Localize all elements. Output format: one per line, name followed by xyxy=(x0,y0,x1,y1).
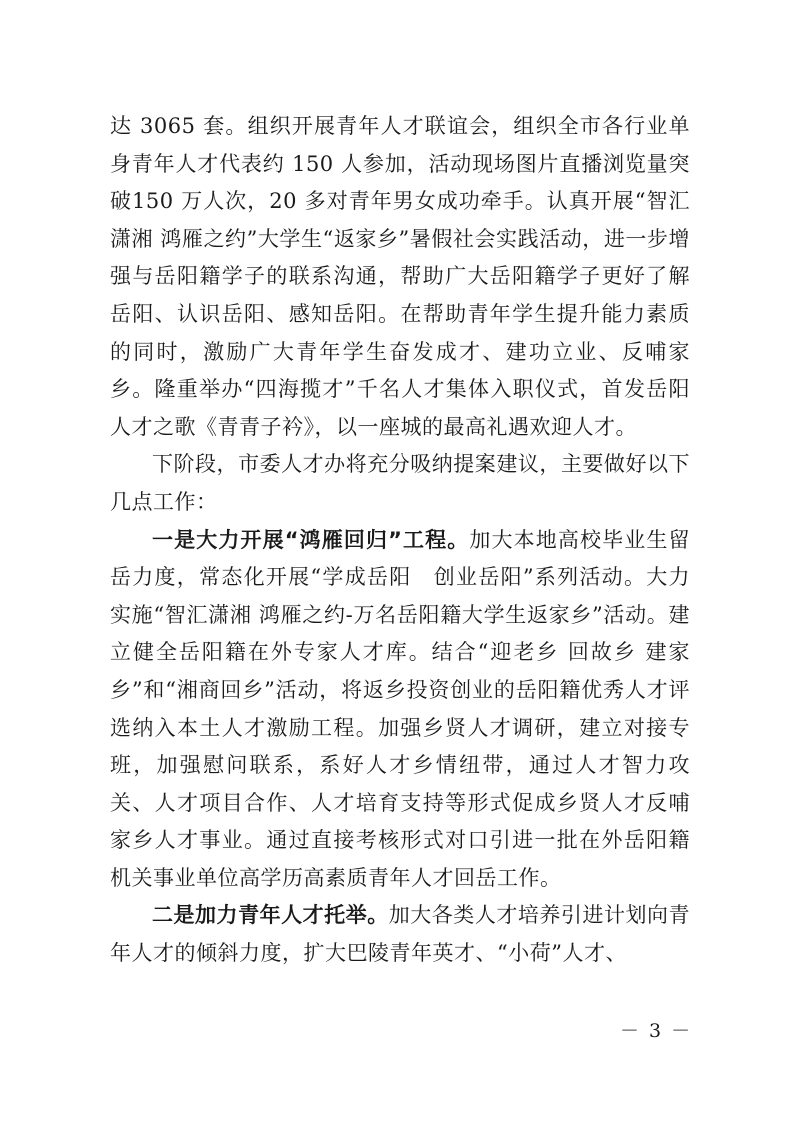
paragraph-text: 下阶段，市委人才办将充分吸纳提案建议，主要做好以下几点工作： xyxy=(110,452,690,514)
paragraph-text: 加大各类人才培养引进计划向青年人才的倾斜力度，扩大巴陵青年英才、“小荷”人才、 xyxy=(110,903,691,966)
paragraph-achievements xyxy=(110,108,690,446)
page-number: － 3 － xyxy=(620,1020,693,1042)
paragraph-lead-heading: 一是大力开展“鸿雁回归”工程。 xyxy=(152,527,470,552)
paragraph-lead-heading: 二是加力青年人才托举。 xyxy=(152,903,389,928)
body-text xyxy=(110,108,690,973)
paragraph-text: 加大本地高校毕业生留岳力度，常态化开展“学成岳阳 创业岳阳”系列活动。大力实施“智汇潇湘 鸿雁之约-万名岳阳籍大学生返家乡”活动。建立健全岳阳籍在外专家人才库。结合“迎老乡 回故乡 建家乡”和“湘商回乡”活动，将返乡投资创业的岳阳籍优秀人才评选纳入本土人才激励工程。加强乡贤人才调研，建立对接专班，加强慰问联系，系好人才乡情纽带，通过人才智力攻关、人才项目合作、人才培育支持等形式促成乡贤人才反哺家乡人才事业。通过直接考核形式对口引进一批在外岳阳籍机关事业单位高学历高素质青年人才回岳工作。 xyxy=(110,527,691,890)
paragraph-text: 达 3065 套。组织开展青年人才联谊会，组织全市各行业单身青年人才代表约 150 人参加，活动现场图片直播浏览量突破150 万人次，20 多对青年男女成功牵手。认真开展“智汇潇湘 鸿雁之约”大学生“返家乡”暑假社会实践活动，进一步增强与岳阳籍学子的联系沟通，帮助广大岳阳籍学子更好了解岳阳、认识岳阳、感知岳阳。在帮助青年学生提升能力素质的同时，激励广大青年学生奋发成才、建功立业、反哺家乡。隆重举办“四海揽才”千名人才集体入职仪式，首发岳阳人才之歌《青青子衿》，以一座城的最高礼遇欢迎人才。 xyxy=(110,114,690,439)
paragraph-next-stage xyxy=(110,446,690,521)
paragraph-point-one xyxy=(110,522,690,898)
paragraph-point-two xyxy=(110,897,690,972)
